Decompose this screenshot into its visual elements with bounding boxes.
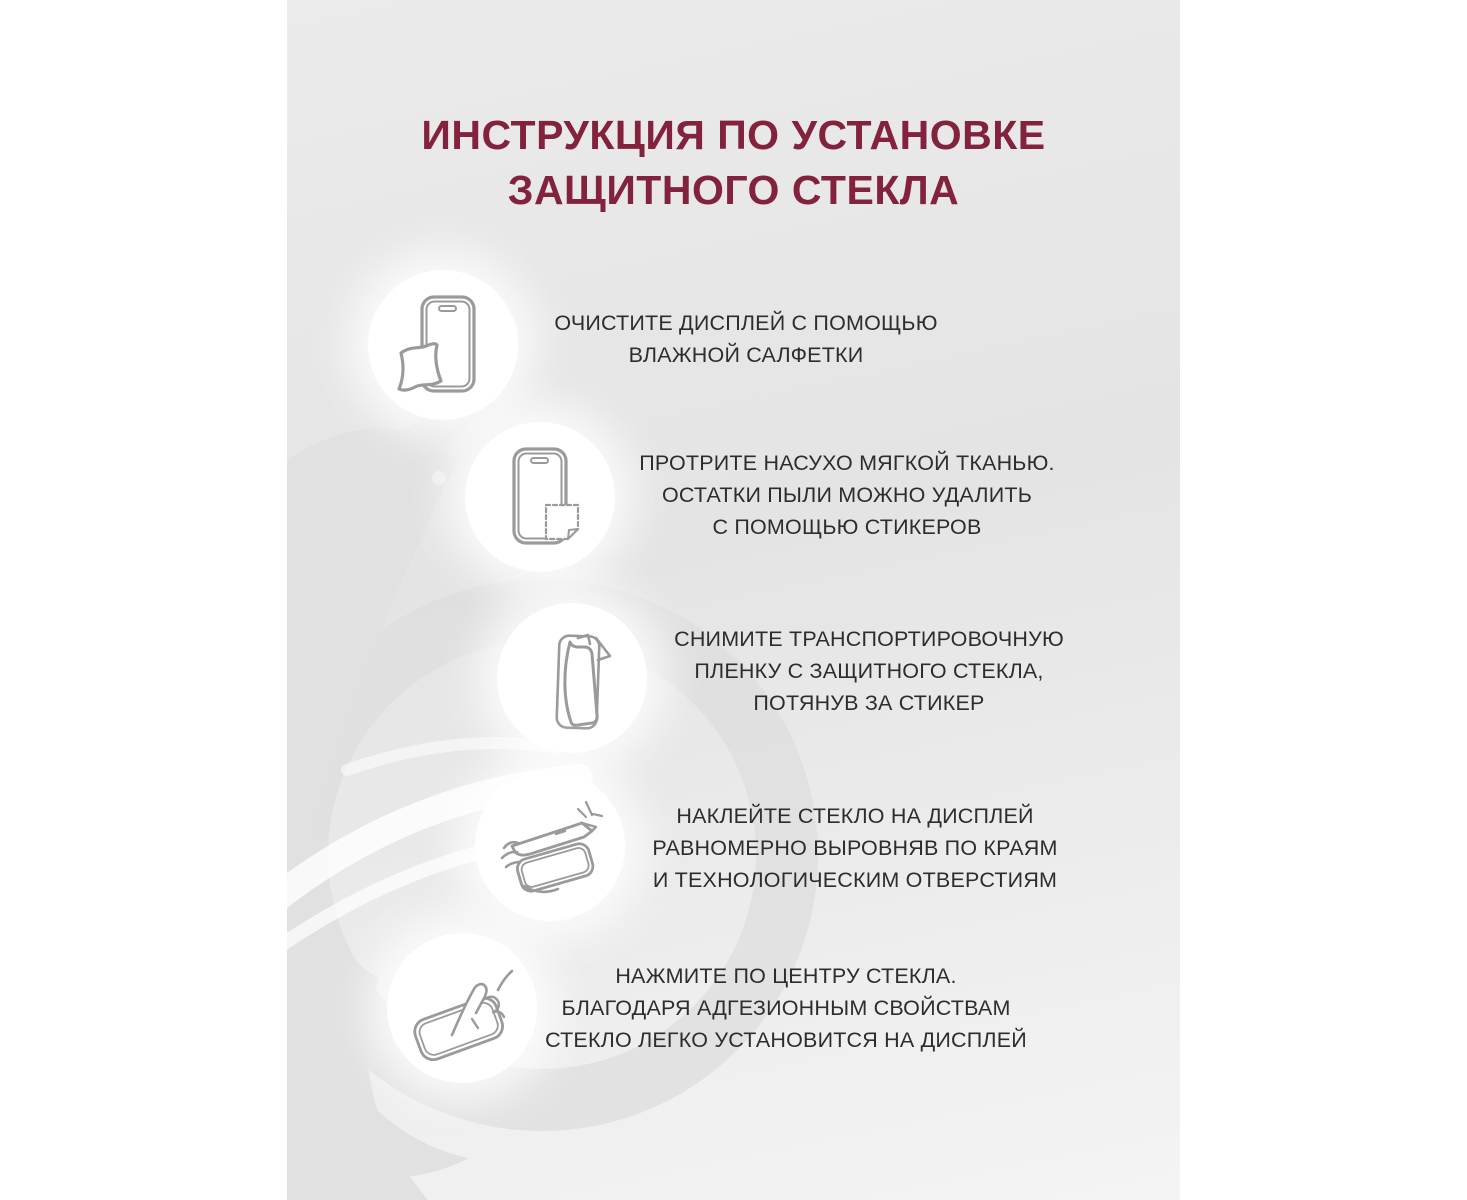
step-5-icon-circle: [387, 933, 537, 1083]
step-2-line-2: ОСТАТКИ ПЫЛИ МОЖНО УДАЛИТЬ: [661, 483, 1033, 507]
press-center-icon: [405, 951, 519, 1065]
glass-align-icon: [493, 789, 607, 903]
step-4-text: [595, 800, 1115, 896]
page-title: [287, 108, 1180, 218]
step-1-line-2: ВЛАЖНОЙ САЛФЕТКИ: [628, 343, 864, 367]
step-4-line-3: И ТЕХНОЛОГИЧЕСКИМ ОТВЕРСТИЯМ: [652, 868, 1058, 892]
step-1-text: [486, 307, 1006, 371]
step-5-text: [526, 960, 1046, 1056]
step-5-line-3: СТЕКЛО ЛЕГКО УСТАНОВИТСЯ НА ДИСПЛЕЙ: [545, 1028, 1027, 1052]
step-1-line-1: ОЧИСТИТЕ ДИСПЛЕЙ С ПОМОЩЬЮ: [554, 311, 938, 335]
step-3-line-3: ПОТЯНУВ ЗА СТИКЕР: [753, 691, 985, 715]
step-3-line-1: СНИМИТЕ ТРАНСПОРТИРОВОЧНУЮ: [674, 627, 1064, 651]
step-5-line-1: НАЖМИТЕ ПО ЦЕНТРУ СТЕКЛА.: [615, 964, 957, 988]
step-4-line-2: РАВНОМЕРНО ВЫРОВНЯВ ПО КРАЯМ: [652, 836, 1058, 860]
step-2-text: [587, 447, 1107, 543]
step-5-line-2: БЛАГОДАРЯ АДГЕЗИОННЫМ СВОЙСТВАМ: [561, 996, 1011, 1020]
step-2-line-1: ПРОТРИТЕ НАСУХО МЯГКОЙ ТКАНЬЮ.: [639, 451, 1055, 475]
page-title-line-1: ИНСТРУКЦИЯ ПО УСТАНОВКЕ: [421, 112, 1046, 158]
content-panel: [287, 0, 1180, 1200]
step-3-text: [609, 623, 1129, 719]
step-2-line-3: С ПОМОЩЬЮ СТИКЕРОВ: [712, 515, 982, 539]
phone-wipe-icon: [387, 289, 499, 401]
step-3-line-2: ПЛЕНКУ С ЗАЩИТНОГО СТЕКЛА,: [694, 659, 1044, 683]
page-title-line-2: ЗАЩИТНОГО СТЕКЛА: [507, 167, 960, 213]
phone-sticker-icon: [484, 441, 596, 553]
step-4-line-1: НАКЛЕЙТЕ СТЕКЛО НА ДИСПЛЕЙ: [676, 804, 1034, 828]
